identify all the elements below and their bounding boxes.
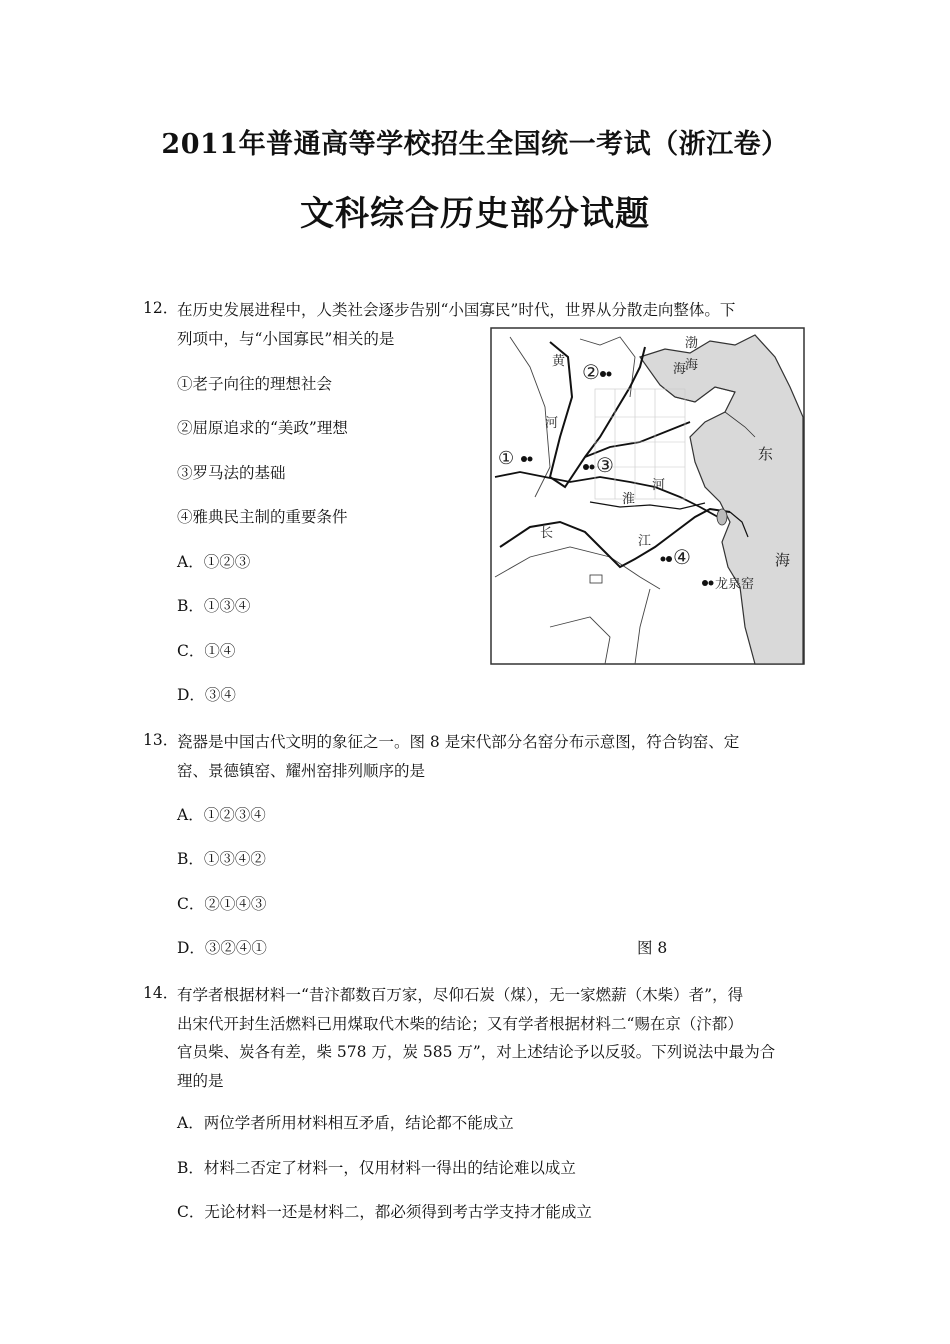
question-text-line: 官员柴、炭各有差，柴 578 万，炭 585 万”，对上述结论予以反驳。下列说法中最为合 [177,1043,776,1061]
bohai-label-2: 海 [685,358,699,373]
answer-option-c: C．①④ [177,642,236,660]
statement-item: ④雅典民主制的重要条件 [177,508,348,526]
longquan-kiln-label: 龙泉窑 [715,577,755,592]
answer-option-c: C．②①④③ [177,895,267,913]
answer-option-b: B．①③④ [177,597,251,615]
east-sea-label-2: 海 [775,551,791,569]
question-text-line: 列项中，与“小国寡民”相关的是 [177,330,395,348]
yangtze-label-2: 江 [638,534,652,549]
yellow-river-label-1: 黄 [552,354,566,369]
question-text-line: 理的是 [177,1072,224,1090]
question-number: 12． [143,299,179,317]
statement-item: ③罗马法的基础 [177,464,286,482]
kiln-2-label: ② [582,360,600,384]
map-svg [490,327,805,665]
song-kilns-map [490,327,805,665]
yellow-river-label-2: 河 [545,416,559,431]
yangtze-label-1: 长 [540,526,554,541]
figure-caption: 图 8 [637,939,668,957]
sea-label-top: 海 [673,362,687,377]
statement-item: ①老子向往的理想社会 [177,375,333,393]
answer-option-c: C．无论材料一还是材料二，都必须得到考古学支持才能成立 [177,1203,592,1221]
answer-option-d: D．③④ [177,686,236,704]
answer-option-a: A．①②③④ [177,806,266,824]
answer-option-a: A．①②③ [177,553,251,571]
question-text-line: 窑、景德镇窑、耀州窑排列顺序的是 [177,762,426,780]
kiln-1-label: ① [498,448,515,469]
kiln-4-label: ④ [673,545,691,569]
question-text-line: 瓷器是中国古代文明的象征之一。图 8 是宋代部分名窑分布示意图，符合钧窑、定 [177,733,740,751]
answer-option-a: A．两位学者所用材料相互矛盾，结论都不能成立 [177,1114,514,1132]
exam-subtitle: 文科综合历史部分试题 [300,194,650,234]
huai-river-label-1: 淮 [622,492,636,507]
answer-option-d: D．③②④① [177,939,267,957]
answer-option-b: B．材料二否定了材料一，仅用材料一得出的结论难以成立 [177,1159,576,1177]
exam-title: 2011年普通高等学校招生全国统一考试（浙江卷） [161,129,789,160]
bohai-label-1: 渤 [685,336,699,351]
east-sea-label-1: 东 [758,445,774,463]
question-text-line: 出宋代开封生活燃料已用煤取代木柴的结论；又有学者根据材料二“赐在京（汴都） [177,1015,743,1033]
question-number: 13． [143,731,179,749]
statement-item: ②屈原追求的“美政”理想 [177,419,348,437]
huai-river-label-2: 河 [652,478,666,493]
kiln-3-label: ③ [596,453,614,477]
answer-option-b: B．①③④② [177,850,266,868]
question-text-line: 在历史发展进程中，人类社会逐步告别“小国寡民”时代，世界从分散走向整体。下 [177,301,736,319]
question-number: 14． [143,984,179,1002]
question-text-line: 有学者根据材料一“昔汴都数百万家，尽仰石炭（煤），无一家燃薪（木柴）者”，得 [177,986,744,1004]
